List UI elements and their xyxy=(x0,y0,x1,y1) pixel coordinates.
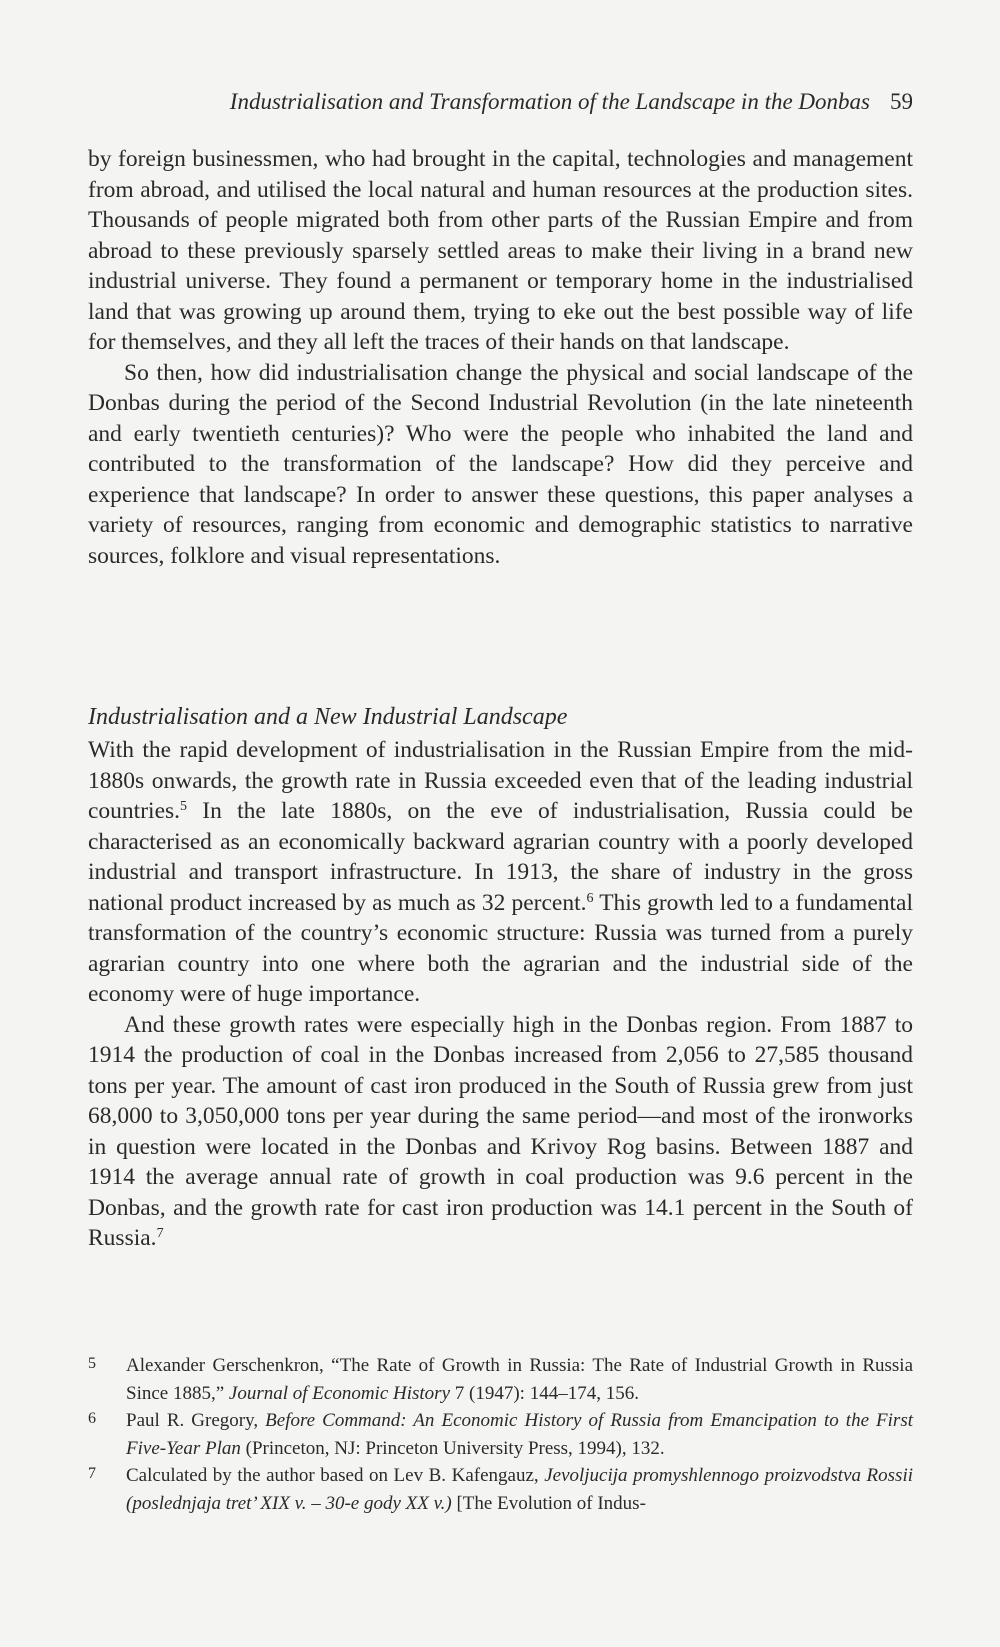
text-run: In the late 1880s, on the eve of industrialisation, Russia could be characterised as an economically backward agrarian country with a poorly developed industrial and transport infrastructure. In 1913, the share of industry in the gross national product increased by as much as 32 percent. xyxy=(88,798,913,916)
footnote-text: (Princeton, NJ: Princeton University Press, 1994), 132. xyxy=(240,1437,665,1459)
footnote-text: [The Evolution of Indus- xyxy=(451,1492,646,1514)
paragraph: So then, how did industrialisation change the physical and social landscape of the Donbas during the period of the Second Industrial Revolution (in the late nineteenth and early twentieth centuries)? Who were the people who inhabited the land and contributed to the transformation of the landscape? How did they perceive and experience that landscape? In order to answer these questions, this paper analyses a variety of resources, ranging from economic and demographic statistics to narrative sources, folklore and visual representations. xyxy=(88,359,913,569)
footnotes xyxy=(88,1352,913,1517)
text-run: With the rapid development of industrialisation in the Russian Empire from the mid-1880s onwards, the growth rate in Russia exceeded even that of the leading industrial countries. xyxy=(88,737,913,824)
intro-text xyxy=(88,144,913,571)
footnote-text: 7 (1947): 144–174, 156. xyxy=(450,1382,639,1404)
footnote xyxy=(88,1352,913,1407)
page-number: 59 xyxy=(890,89,913,114)
footnote-title: Jevoljucija promyshlennogo proizvodstva Rossii (poslednjaja tret’ XIX v. – 30-e gody XX v.) xyxy=(126,1465,914,1514)
footnote xyxy=(88,1462,913,1517)
running-title: Industrialisation and Transformation of the Landscape in the Donbas xyxy=(229,89,870,114)
section-heading: Industrialisation and a New Industrial Landscape xyxy=(88,704,568,730)
book-page xyxy=(88,0,913,1647)
footnote-title: Before Command: An Economic History of Russia from Emancipation to the First Five-Year Plan xyxy=(126,1410,913,1459)
paragraph xyxy=(88,735,913,1010)
footnote-ref[interactable]: 5 xyxy=(180,799,188,814)
paragraph xyxy=(88,1010,913,1254)
footnote-number: 5 xyxy=(88,1355,96,1372)
section-text xyxy=(88,705,913,1254)
footnote-ref[interactable]: 7 xyxy=(156,1226,164,1241)
footnote-text: Paul R. Gregory, xyxy=(126,1410,266,1431)
text-run: And these growth rates were especially high in the Donbas region. From 1887 to 1914 the production of coal in the Donbas increased from 2,056 to 27,585 thousand tons per year. The amount of cast iron produced in the South of Russia grew from just 68,000 to 3,050,000 tons per year during the same period—and most of the ironworks in question were located in the Donbas and Krivoy Rog basins. Between 1887 and 1914 the average annual rate of growth in coal production was 9.6 percent in the Donbas, and the growth rate for cast iron production was 14.1 percent in the South of Russia. xyxy=(88,1011,913,1251)
footnote xyxy=(88,1407,913,1462)
footnote-text: Calculated by the author based on Lev B. Kafengauz, xyxy=(126,1465,545,1486)
footnote-ref[interactable]: 6 xyxy=(586,890,594,906)
footnote-title: Journal of Economic History xyxy=(228,1382,451,1404)
running-header xyxy=(124,86,913,118)
footnote-number: 6 xyxy=(88,1410,96,1427)
text-run: This growth led to a fundamental transformation of the country’s economic structure: Russia was turned from a purely agrarian country into one where both the agrarian and the industrial side of the economy were of huge importance. xyxy=(88,889,913,1007)
footnote-text: Alexander Gerschenkron, “The Rate of Growth in Russia: The Rate of Industrial Growth in Russia Since 1885,” xyxy=(126,1355,913,1404)
paragraph: by foreign businessmen, who had brought in the capital, technologies and management from abroad, and utilised the local natural and human resources at the production sites. Thousands of people migrated both from other parts of the Russian Empire and from abroad to these previously sparsely settled areas to make their living in a brand new industrial universe. They found a permanent or temporary home in the industrialised land that was growing up around them, trying to eke out the best possible way of life for themselves, and they all left the traces of their hands on that landscape. xyxy=(88,146,913,355)
footnote-number: 7 xyxy=(88,1465,96,1482)
